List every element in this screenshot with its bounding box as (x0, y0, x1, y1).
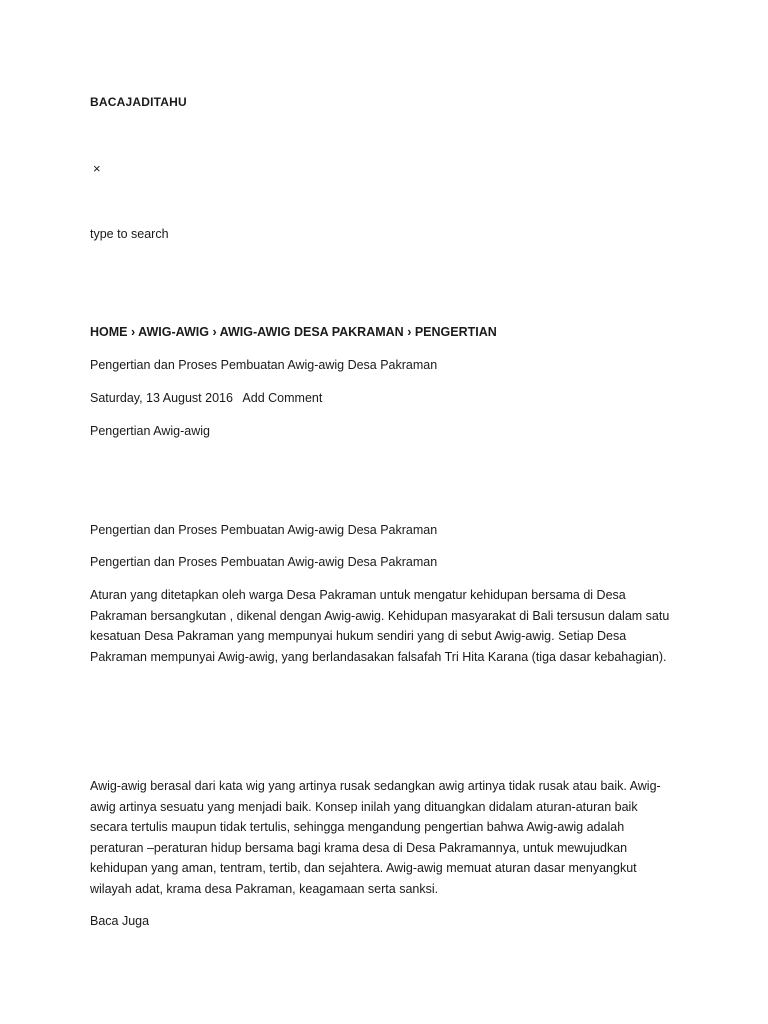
post-subtitle: Pengertian Awig-awig (90, 424, 210, 438)
paragraph-line: Pakraman bersangkutan , dikenal dengan Awig-awig. Kehidupan masyarakat di Bali tersusun dalam satu (90, 608, 670, 623)
search-input[interactable]: type to search (90, 227, 169, 241)
paragraph-line: Aturan yang ditetapkan oleh warga Desa Pakraman untuk mengatur kehidupan bersama di Desa (90, 588, 626, 602)
breadcrumb (90, 324, 497, 340)
paragraph-line: kesatuan Desa Pakraman yang mempunyai hukum sendiri yang di sebut Awig-awig. Setiap Desa (90, 629, 627, 643)
article-heading: Pengertian dan Proses Pembuatan Awig-awig Desa Pakraman (90, 523, 438, 537)
paragraph-line: secara tertulis maupun tidak tertulis, sehingga mengandung pengertian bahwa Awig-awig adalah (90, 820, 625, 834)
post-title: Pengertian dan Proses Pembuatan Awig-awig Desa Pakraman (90, 358, 438, 372)
close-icon[interactable]: × (93, 161, 101, 176)
breadcrumb-awig-awig[interactable]: AWIG-AWIG (138, 325, 209, 339)
breadcrumb-separator: › (212, 325, 217, 339)
paragraph-definition (90, 776, 680, 899)
paragraph-intro (90, 585, 680, 667)
breadcrumb-awig-awig-desa-pakraman[interactable]: AWIG-AWIG DESA PAKRAMAN (219, 325, 404, 339)
breadcrumb-separator: › (130, 325, 136, 339)
paragraph-line: Pakraman mempunyai Awig-awig, yang berlandasakan falsafah Tri Hita Karana (tiga dasar kebahagian). (90, 649, 667, 664)
paragraph-line: awig artinya sesuatu yang menjadi baik. Konsep inilah yang dituangkan didalam aturan-aturan baik (90, 799, 638, 814)
post-meta (90, 390, 322, 406)
breadcrumb-home[interactable]: HOME (90, 325, 128, 339)
paragraph-line: wilayah adat, krama desa Pakraman, keagamaan serta sanksi. (90, 881, 439, 896)
add-comment-link[interactable]: Add Comment (242, 391, 323, 405)
paragraph-line: peraturan –peraturan hidup bersama bagi krama desa di Desa Pakramannya, untuk mewujudkan (90, 840, 628, 855)
paragraph-line: kehidupan yang aman, tentram, tertib, dan sejahtera. Awig-awig memuat aturan dasar menyangkut (90, 861, 637, 875)
post-date: Saturday, 13 August 2016 (90, 391, 233, 405)
article-heading: Pengertian dan Proses Pembuatan Awig-awig Desa Pakraman (90, 555, 438, 569)
breadcrumb-pengertian[interactable]: PENGERTIAN (414, 325, 497, 339)
breadcrumb-separator: › (407, 325, 412, 339)
baca-juga-heading: Baca Juga (90, 914, 150, 928)
site-title[interactable]: BACAJADITAHU (90, 95, 187, 109)
paragraph-line: Awig-awig berasal dari kata wig yang artinya rusak sedangkan awig artinya tidak rusak atau baik. Awig- (90, 779, 661, 793)
